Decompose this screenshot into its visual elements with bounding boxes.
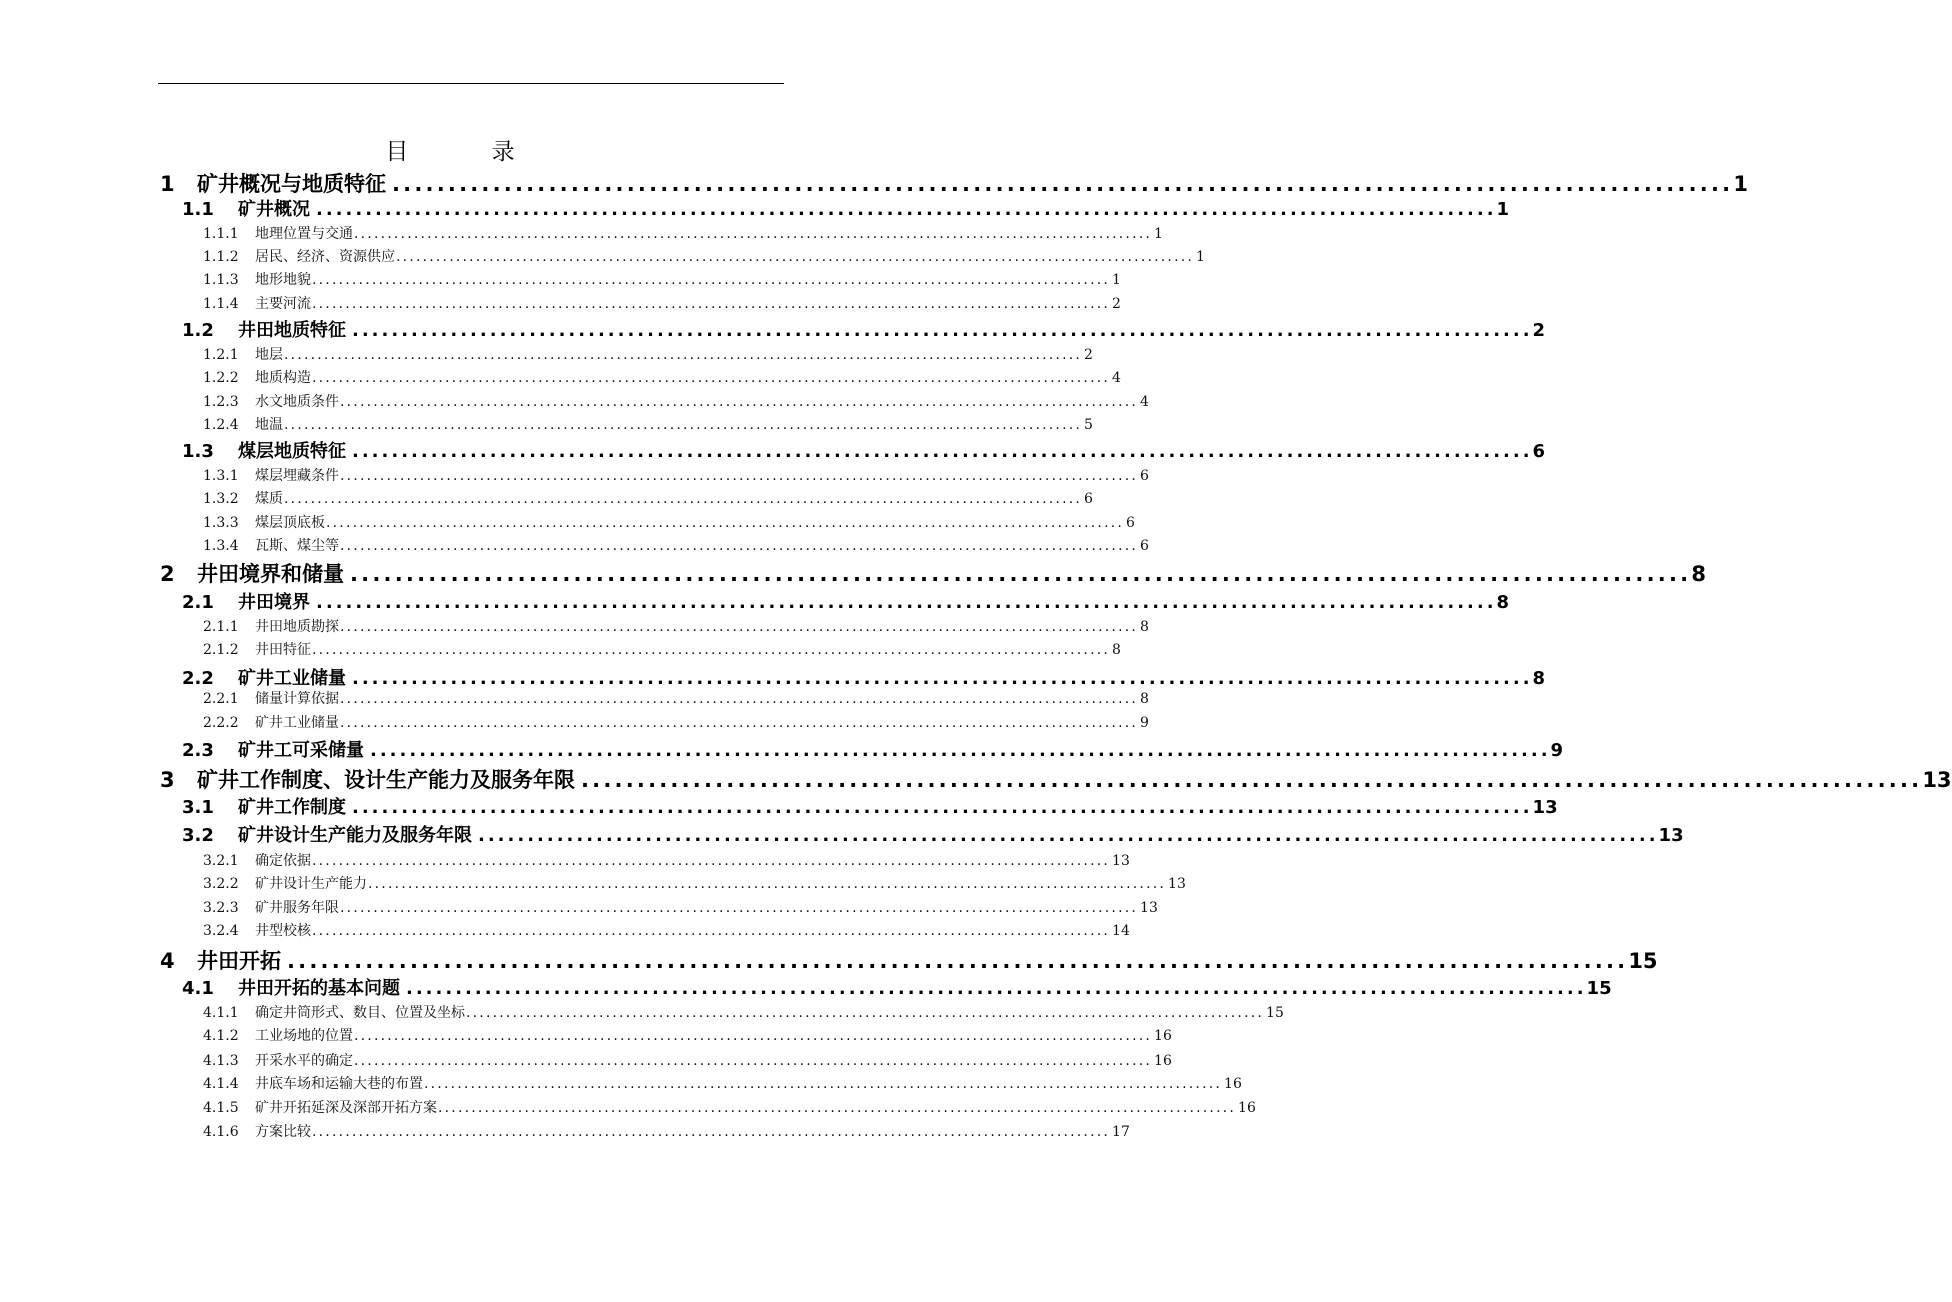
toc-entry-label: 瓦斯、煤尘等 xyxy=(255,538,339,554)
toc-entry[interactable] xyxy=(182,974,1612,1000)
toc-entry-number: 2.1.1 xyxy=(203,619,239,635)
toc-entry-label: 煤质 xyxy=(255,491,283,507)
toc-entry-number: 1.3.4 xyxy=(203,538,239,554)
toc-leader-dots: ........................................................................................................................ xyxy=(312,853,1111,869)
toc-entry-number: 1.3.2 xyxy=(203,491,239,507)
toc-entry-number: 4.1.1 xyxy=(203,1005,239,1021)
toc-entry[interactable] xyxy=(203,850,1130,874)
toc-leader-dots: ........................................................................................................................ xyxy=(284,347,1083,363)
toc-entry-page: 8 xyxy=(1140,691,1149,707)
toc-entry-page: 9 xyxy=(1140,715,1149,731)
toc-entry[interactable] xyxy=(203,1002,1284,1026)
toc-entry-number: 4.1.6 xyxy=(203,1124,239,1140)
toc-leader-dots: ........................................................................................................................ xyxy=(316,199,1497,220)
toc-entry-page: 2 xyxy=(1532,320,1546,341)
toc-entry-number: 2.2.1 xyxy=(203,691,239,707)
toc-entry-number: 1.1.2 xyxy=(203,249,239,265)
toc-entry-label: 矿井工业储量 xyxy=(238,668,346,689)
toc-entry[interactable] xyxy=(182,195,1510,221)
toc-entry-label: 井型校核 xyxy=(255,923,311,939)
toc-entry[interactable] xyxy=(182,437,1546,463)
toc-entry-label: 煤层埋藏条件 xyxy=(255,468,339,484)
toc-leader-dots: ........................................................................................................................ xyxy=(326,515,1125,531)
toc-entry[interactable] xyxy=(203,920,1130,944)
toc-leader-dots: ........................................................................................................................ xyxy=(352,668,1533,689)
toc-entry-label: 矿井工作制度、设计生产能力及服务年限 xyxy=(197,768,575,792)
toc-entry-page: 2 xyxy=(1112,296,1121,312)
toc-entry[interactable] xyxy=(203,1121,1130,1145)
header-rule xyxy=(158,83,784,84)
toc-entry[interactable] xyxy=(182,588,1510,614)
toc-entry-label: 水文地质条件 xyxy=(255,394,339,410)
toc-entry-label: 地层 xyxy=(255,347,283,363)
toc-entry-label: 主要河流 xyxy=(255,296,311,312)
toc-leader-dots: ........................................................................................................................ xyxy=(424,1076,1223,1092)
toc-leader-dots: ........................................................................................................................ xyxy=(478,825,1659,846)
toc-entry-page: 1 xyxy=(1496,199,1510,220)
toc-entry[interactable] xyxy=(203,512,1135,536)
toc-entry[interactable] xyxy=(182,821,1684,847)
toc-entry-label: 井底车场和运输大巷的布置 xyxy=(255,1076,423,1092)
toc-entry-page: 2 xyxy=(1084,347,1093,363)
toc-entry-page: 8 xyxy=(1112,642,1121,658)
toc-entry-page: 13 xyxy=(1922,768,1952,792)
toc-entry-label: 矿井概况 xyxy=(238,199,310,220)
toc-entry-number: 2.3 xyxy=(182,740,214,761)
toc-entry[interactable] xyxy=(203,1025,1172,1049)
toc-entry-number: 2.2.2 xyxy=(203,715,239,731)
toc-leader-dots: ........................................................................................................................ xyxy=(396,249,1195,265)
toc-entry[interactable] xyxy=(203,246,1205,270)
toc-leader-dots: ........................................................................................................................ xyxy=(438,1100,1237,1116)
toc-entry-page: 15 xyxy=(1586,978,1612,999)
toc-entry[interactable] xyxy=(203,1073,1242,1097)
toc-entry-label: 煤层地质特征 xyxy=(238,441,346,462)
toc-entry-page: 16 xyxy=(1224,1076,1242,1092)
toc-leader-dots: ........................................................................................................................ xyxy=(392,172,1734,196)
toc-leader-dots: ........................................................................................................................ xyxy=(354,1053,1153,1069)
toc-entry-page: 8 xyxy=(1532,668,1546,689)
toc-entry[interactable] xyxy=(203,616,1149,640)
toc-entry-number: 1.1.3 xyxy=(203,272,239,288)
toc-entry-label: 地形地貌 xyxy=(255,272,311,288)
toc-entry-page: 4 xyxy=(1112,370,1121,386)
toc-entry-label: 井田境界和储量 xyxy=(197,562,344,586)
toc-entry[interactable] xyxy=(182,736,1564,762)
toc-entry-label: 工业场地的位置 xyxy=(255,1028,353,1044)
toc-entry-label: 居民、经济、资源供应 xyxy=(255,249,395,265)
toc-entry-number: 3 xyxy=(160,768,175,792)
toc-entry[interactable] xyxy=(203,367,1121,391)
toc-entry-page: 15 xyxy=(1628,949,1658,973)
toc-leader-dots: ........................................................................................................................ xyxy=(370,740,1551,761)
toc-leader-dots: ........................................................................................................................ xyxy=(340,900,1139,916)
toc-entry-page: 6 xyxy=(1084,491,1093,507)
toc-entry-number: 3.2.1 xyxy=(203,853,239,869)
toc-entry-number: 4.1.4 xyxy=(203,1076,239,1092)
toc-leader-dots: ........................................................................................................................ xyxy=(340,394,1139,410)
toc-leader-dots: ........................................................................................................................ xyxy=(368,876,1167,892)
toc-entry-label: 矿井开拓延深及深部开拓方案 xyxy=(255,1100,437,1116)
toc-entry-number: 2.1.2 xyxy=(203,642,239,658)
toc-entry[interactable] xyxy=(182,664,1546,690)
toc-entry-number: 2.2 xyxy=(182,668,214,689)
toc-entry-number: 4 xyxy=(160,949,175,973)
toc-entry-label: 矿井设计生产能力 xyxy=(255,876,367,892)
toc-entry-number: 4.1.3 xyxy=(203,1053,239,1069)
toc-entry-label: 地理位置与交通 xyxy=(255,226,353,242)
toc-entry-page: 1 xyxy=(1196,249,1205,265)
toc-entry[interactable] xyxy=(160,558,1706,588)
toc-entry-number: 1.2.1 xyxy=(203,347,239,363)
toc-leader-dots: ........................................................................................................................ xyxy=(354,1028,1153,1044)
toc-entry[interactable] xyxy=(160,945,1658,975)
toc-entry-number: 3.2.2 xyxy=(203,876,239,892)
toc-leader-dots: ........................................................................................................................ xyxy=(316,592,1497,613)
toc-leader-dots: ........................................................................................................................ xyxy=(312,923,1111,939)
toc-leader-dots: ........................................................................................................................ xyxy=(287,949,1629,973)
toc-entry-number: 1.2.3 xyxy=(203,394,239,410)
toc-entry-label: 开采水平的确定 xyxy=(255,1053,353,1069)
toc-entry-label: 地温 xyxy=(255,417,283,433)
toc-entry-label: 确定依据 xyxy=(255,853,311,869)
toc-entry-number: 1.1 xyxy=(182,199,214,220)
toc-leader-dots: ........................................................................................................................ xyxy=(312,1124,1111,1140)
toc-entry[interactable] xyxy=(182,316,1546,342)
toc-entry-number: 1.2.2 xyxy=(203,370,239,386)
toc-entry-page: 16 xyxy=(1238,1100,1256,1116)
toc-leader-dots: ........................................................................................................................ xyxy=(581,768,1923,792)
toc-entry-label: 井田开拓 xyxy=(197,949,281,973)
toc-leader-dots: ........................................................................................................................ xyxy=(340,691,1139,707)
toc-entry-number: 2.1 xyxy=(182,592,214,613)
toc-entry-number: 4.1.5 xyxy=(203,1100,239,1116)
toc-leader-dots: ........................................................................................................................ xyxy=(352,441,1533,462)
toc-entry-label: 方案比较 xyxy=(255,1124,311,1140)
toc-entry-number: 1.2 xyxy=(182,320,214,341)
toc-entry-label: 确定井筒形式、数目、位置及坐标 xyxy=(255,1005,465,1021)
toc-entry[interactable] xyxy=(160,764,1952,794)
toc-entry[interactable] xyxy=(160,168,1748,198)
toc-leader-dots: ........................................................................................................................ xyxy=(284,491,1083,507)
toc-entry-page: 17 xyxy=(1112,1124,1130,1140)
toc-entry-page: 6 xyxy=(1140,538,1149,554)
toc-entry-page: 14 xyxy=(1112,923,1130,939)
toc-entry[interactable] xyxy=(203,1050,1172,1074)
toc-entry[interactable] xyxy=(203,465,1149,489)
toc-entry-page: 16 xyxy=(1154,1053,1172,1069)
toc-entry-page: 15 xyxy=(1266,1005,1284,1021)
toc-title: 目 录 xyxy=(385,139,553,165)
toc-entry-number: 1.1.4 xyxy=(203,296,239,312)
toc-entry-number: 3.1 xyxy=(182,797,214,818)
toc-entry-page: 6 xyxy=(1532,441,1546,462)
toc-entry-page: 13 xyxy=(1658,825,1684,846)
toc-leader-dots: ........................................................................................................................ xyxy=(340,468,1139,484)
toc-entry-label: 井田特征 xyxy=(255,642,311,658)
toc-entry-page: 1 xyxy=(1733,172,1748,196)
toc-entry[interactable] xyxy=(203,535,1149,559)
toc-entry-page: 6 xyxy=(1140,468,1149,484)
toc-entry-label: 井田开拓的基本问题 xyxy=(238,978,400,999)
toc-entry[interactable] xyxy=(203,688,1149,712)
toc-leader-dots: ........................................................................................................................ xyxy=(352,320,1533,341)
toc-entry-page: 6 xyxy=(1126,515,1135,531)
toc-entry-number: 1.1.1 xyxy=(203,226,239,242)
toc-entry-page: 4 xyxy=(1140,394,1149,410)
toc-entry-label: 矿井工可采储量 xyxy=(238,740,364,761)
toc-leader-dots: ........................................................................................................................ xyxy=(284,417,1083,433)
toc-entry-label: 地质构造 xyxy=(255,370,311,386)
toc-entry-label: 矿井服务年限 xyxy=(255,900,339,916)
toc-entry[interactable] xyxy=(203,391,1149,415)
toc-entry-label: 矿井设计生产能力及服务年限 xyxy=(238,825,472,846)
toc-entry-label: 矿井工业储量 xyxy=(255,715,339,731)
toc-entry-page: 8 xyxy=(1691,562,1706,586)
toc-entry-number: 1.3.3 xyxy=(203,515,239,531)
toc-entry[interactable] xyxy=(203,712,1149,736)
toc-entry-number: 1.3 xyxy=(182,441,214,462)
toc-leader-dots: ........................................................................................................................ xyxy=(312,296,1111,312)
toc-entry-page: 13 xyxy=(1112,853,1130,869)
toc-entry-page: 1 xyxy=(1112,272,1121,288)
toc-entry[interactable] xyxy=(203,344,1093,368)
toc-leader-dots: ........................................................................................................................ xyxy=(340,619,1139,635)
toc-leader-dots: ........................................................................................................................ xyxy=(312,642,1111,658)
toc-entry-page: 8 xyxy=(1496,592,1510,613)
toc-leader-dots: ........................................................................................................................ xyxy=(350,562,1692,586)
toc-entry-number: 2 xyxy=(160,562,175,586)
toc-entry[interactable] xyxy=(203,488,1093,512)
toc-entry-page: 16 xyxy=(1154,1028,1172,1044)
toc-entry-label: 井田地质特征 xyxy=(238,320,346,341)
toc-entry-label: 井田境界 xyxy=(238,592,310,613)
toc-entry[interactable] xyxy=(203,873,1186,897)
toc-leader-dots: ........................................................................................................................ xyxy=(406,978,1587,999)
toc-leader-dots: ........................................................................................................................ xyxy=(352,797,1533,818)
toc-entry[interactable] xyxy=(203,293,1121,317)
toc-entry-page: 13 xyxy=(1532,797,1558,818)
toc-entry[interactable] xyxy=(182,793,1558,819)
toc-entry-number: 1.2.4 xyxy=(203,417,239,433)
toc-entry-page: 8 xyxy=(1140,619,1149,635)
toc-entry-label: 矿井概况与地质特征 xyxy=(197,172,386,196)
toc-entry[interactable] xyxy=(203,414,1093,438)
toc-leader-dots: ........................................................................................................................ xyxy=(340,538,1139,554)
toc-entry[interactable] xyxy=(203,223,1163,247)
toc-entry-page: 5 xyxy=(1084,417,1093,433)
toc-leader-dots: ........................................................................................................................ xyxy=(312,272,1111,288)
toc-entry-number: 4.1 xyxy=(182,978,214,999)
toc-entry[interactable] xyxy=(203,269,1121,293)
toc-leader-dots: ........................................................................................................................ xyxy=(354,226,1153,242)
toc-entry-page: 13 xyxy=(1140,900,1158,916)
toc-entry-number: 3.2.3 xyxy=(203,900,239,916)
toc-entry-number: 3.2.4 xyxy=(203,923,239,939)
toc-leader-dots: ........................................................................................................................ xyxy=(312,370,1111,386)
toc-entry-number: 3.2 xyxy=(182,825,214,846)
toc-entry[interactable] xyxy=(203,639,1121,663)
toc-entry[interactable] xyxy=(203,1097,1256,1121)
toc-entry[interactable] xyxy=(203,897,1158,921)
toc-entry-label: 煤层顶底板 xyxy=(255,515,325,531)
toc-entry-page: 13 xyxy=(1168,876,1186,892)
toc-entry-number: 1 xyxy=(160,172,175,196)
toc-entry-page: 9 xyxy=(1550,740,1564,761)
toc-leader-dots: ........................................................................................................................ xyxy=(340,715,1139,731)
toc-leader-dots: ........................................................................................................................ xyxy=(466,1005,1265,1021)
toc-entry-number: 1.3.1 xyxy=(203,468,239,484)
toc-entry-label: 矿井工作制度 xyxy=(238,797,346,818)
toc-entry-page: 1 xyxy=(1154,226,1163,242)
toc-entry-label: 井田地质勘探 xyxy=(255,619,339,635)
toc-entry-label: 储量计算依据 xyxy=(255,691,339,707)
toc-entry-number: 4.1.2 xyxy=(203,1028,239,1044)
